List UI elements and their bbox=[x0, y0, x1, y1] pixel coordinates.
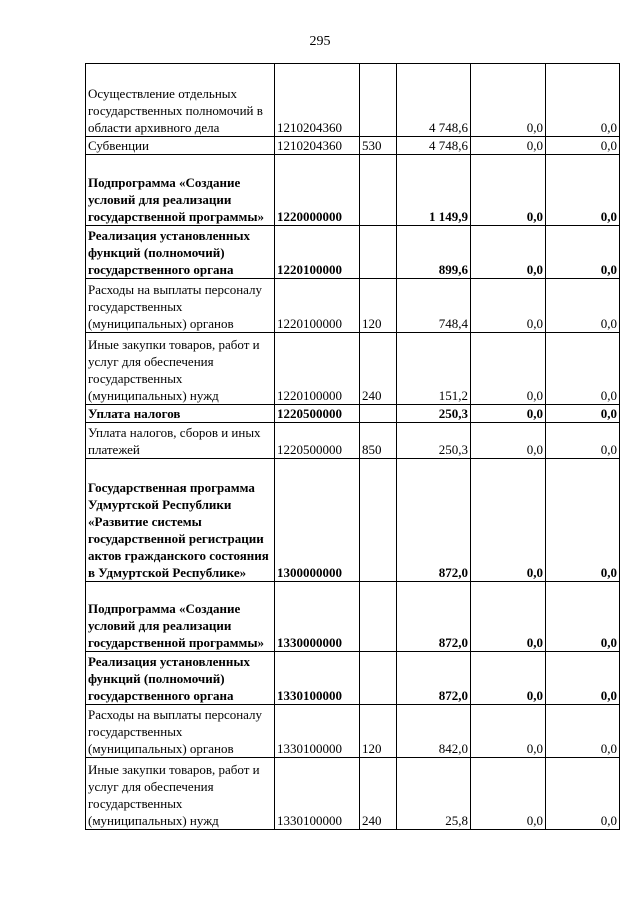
row-expense-kind: 120 bbox=[360, 705, 397, 758]
table-row bbox=[86, 333, 620, 405]
row-name: Осуществление отдельных государственных полномочий в области архивного дела bbox=[86, 64, 275, 137]
row-value-3: 0,0 bbox=[546, 155, 620, 226]
row-value-3: 0,0 bbox=[546, 137, 620, 155]
row-target-code: 1330100000 bbox=[275, 652, 360, 705]
row-value-2: 0,0 bbox=[471, 333, 546, 405]
row-value-3: 0,0 bbox=[546, 459, 620, 582]
row-value-2: 0,0 bbox=[471, 423, 546, 459]
row-expense-kind bbox=[360, 64, 397, 137]
row-value-2: 0,0 bbox=[471, 652, 546, 705]
row-value-2: 0,0 bbox=[471, 459, 546, 582]
row-target-code: 1220500000 bbox=[275, 423, 360, 459]
page-number: 295 bbox=[309, 34, 331, 49]
table-row bbox=[86, 64, 620, 137]
row-value-1: 842,0 bbox=[397, 705, 471, 758]
row-value-3: 0,0 bbox=[546, 64, 620, 137]
row-value-1: 25,8 bbox=[397, 758, 471, 830]
table-row bbox=[86, 155, 620, 226]
row-name: Уплата налогов, сборов и иных платежей bbox=[86, 423, 275, 459]
row-value-2: 0,0 bbox=[471, 405, 546, 423]
row-value-3: 0,0 bbox=[546, 705, 620, 758]
row-value-1: 748,4 bbox=[397, 279, 471, 333]
row-value-2: 0,0 bbox=[471, 155, 546, 226]
row-value-1: 1 149,9 bbox=[397, 155, 471, 226]
row-value-3: 0,0 bbox=[546, 652, 620, 705]
row-value-1: 4 748,6 bbox=[397, 137, 471, 155]
row-expense-kind bbox=[360, 652, 397, 705]
row-expense-kind: 120 bbox=[360, 279, 397, 333]
table-row bbox=[86, 705, 620, 758]
row-value-3: 0,0 bbox=[546, 582, 620, 652]
row-target-code: 1300000000 bbox=[275, 459, 360, 582]
row-expense-kind bbox=[360, 405, 397, 423]
row-name: Реализация установленных функций (полномочий) государственного органа bbox=[86, 226, 275, 279]
row-name: Расходы на выплаты персоналу государственных (муниципальных) органов bbox=[86, 705, 275, 758]
row-expense-kind: 530 bbox=[360, 137, 397, 155]
row-value-1: 151,2 bbox=[397, 333, 471, 405]
row-target-code: 1210204360 bbox=[275, 137, 360, 155]
row-value-2: 0,0 bbox=[471, 758, 546, 830]
table-row bbox=[86, 279, 620, 333]
row-value-3: 0,0 bbox=[546, 405, 620, 423]
row-target-code: 1220100000 bbox=[275, 333, 360, 405]
table-row bbox=[86, 582, 620, 652]
row-value-1: 4 748,6 bbox=[397, 64, 471, 137]
row-target-code: 1330100000 bbox=[275, 758, 360, 830]
row-value-2: 0,0 bbox=[471, 582, 546, 652]
row-expense-kind: 240 bbox=[360, 333, 397, 405]
row-name: Иные закупки товаров, работ и услуг для обеспечения государственных (муниципальных) нужд bbox=[86, 758, 275, 830]
row-value-2: 0,0 bbox=[471, 64, 546, 137]
row-expense-kind: 850 bbox=[360, 423, 397, 459]
row-value-3: 0,0 bbox=[546, 758, 620, 830]
row-value-1: 872,0 bbox=[397, 459, 471, 582]
table-row bbox=[86, 226, 620, 279]
row-expense-kind bbox=[360, 226, 397, 279]
row-value-1: 872,0 bbox=[397, 652, 471, 705]
row-value-1: 899,6 bbox=[397, 226, 471, 279]
row-value-2: 0,0 bbox=[471, 226, 546, 279]
row-expense-kind bbox=[360, 582, 397, 652]
row-target-code: 1220100000 bbox=[275, 226, 360, 279]
row-expense-kind bbox=[360, 155, 397, 226]
row-value-3: 0,0 bbox=[546, 226, 620, 279]
row-name: Расходы на выплаты персоналу государственных (муниципальных) органов bbox=[86, 279, 275, 333]
row-target-code: 1220500000 bbox=[275, 405, 360, 423]
row-value-2: 0,0 bbox=[471, 705, 546, 758]
table-row bbox=[86, 137, 620, 155]
row-name: Субвенции bbox=[86, 137, 275, 155]
row-target-code: 1210204360 bbox=[275, 64, 360, 137]
row-target-code: 1220100000 bbox=[275, 279, 360, 333]
table-row bbox=[86, 459, 620, 582]
row-target-code: 1220000000 bbox=[275, 155, 360, 226]
row-name: Реализация установленных функций (полномочий) государственного органа bbox=[86, 652, 275, 705]
table-row bbox=[86, 405, 620, 423]
row-name: Подпрограмма «Создание условий для реализации государственной программы» bbox=[86, 155, 275, 226]
row-target-code: 1330000000 bbox=[275, 582, 360, 652]
row-value-3: 0,0 bbox=[546, 279, 620, 333]
row-value-2: 0,0 bbox=[471, 137, 546, 155]
row-target-code: 1330100000 bbox=[275, 705, 360, 758]
row-value-1: 250,3 bbox=[397, 405, 471, 423]
row-name: Уплата налогов bbox=[86, 405, 275, 423]
row-expense-kind bbox=[360, 459, 397, 582]
row-name: Государственная программа Удмуртской Республики «Развитие системы государственной регистрации актов гражданского состояния в Удмуртской Республике» bbox=[86, 459, 275, 582]
table-row bbox=[86, 652, 620, 705]
table-row bbox=[86, 423, 620, 459]
row-value-1: 872,0 bbox=[397, 582, 471, 652]
table-row bbox=[86, 758, 620, 830]
row-value-3: 0,0 bbox=[546, 333, 620, 405]
row-name: Иные закупки товаров, работ и услуг для обеспечения государственных (муниципальных) нужд bbox=[86, 333, 275, 405]
row-expense-kind: 240 bbox=[360, 758, 397, 830]
row-value-2: 0,0 bbox=[471, 279, 546, 333]
row-value-3: 0,0 bbox=[546, 423, 620, 459]
budget-table bbox=[85, 63, 620, 830]
row-name: Подпрограмма «Создание условий для реализации государственной программы» bbox=[86, 582, 275, 652]
row-value-1: 250,3 bbox=[397, 423, 471, 459]
